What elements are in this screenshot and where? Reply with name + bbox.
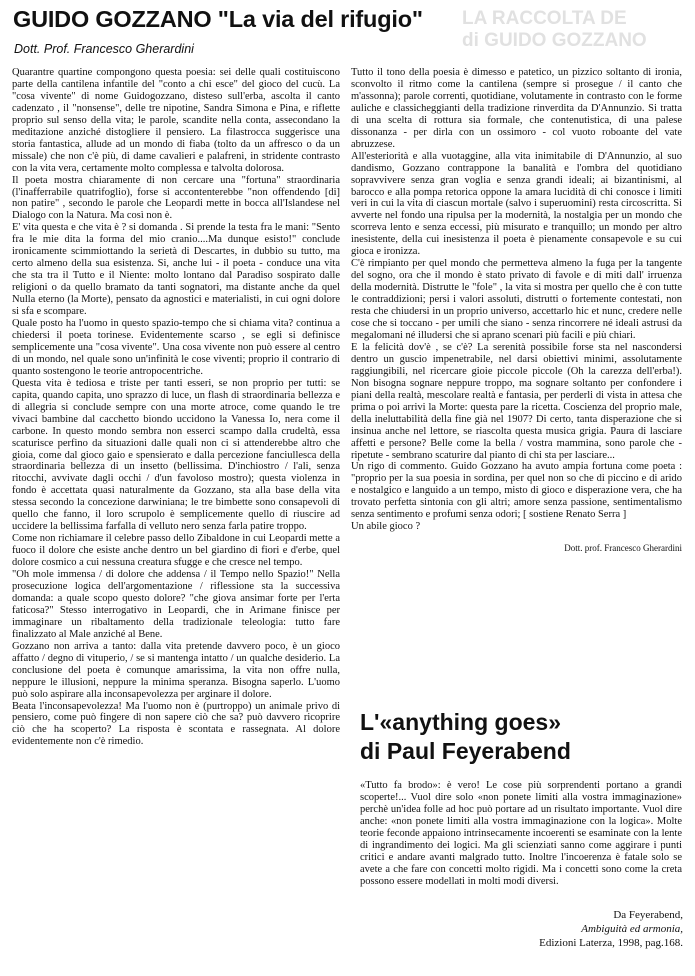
ghost-line-2: di GUIDO GOZZANO	[462, 30, 647, 51]
paragraph: All'esteriorità e alla vuotaggine, alla vita inimitabile di D'Annunzio, al suo dandismo, Gozzano contrappone la banalità e l'ombra del quotidiano sopravvivere senza gran voglia e senza grandi ideali; ai bizantinismi, al barocco e alla pompa retorica oppone la amara lucidità di chi conosce i limiti veri in cui la vita di ciascun mortale (salvo i superuomini) resta circoscritta. Si avverte nel fondo una ripulsa per la modernità, la nostalgia per un mondo che scorreva lento e senza eccessi, più misurato e tranquillo; un mondo per altro inesistente, della cui inesistenza il poeta è pienamente consapevole e su cui gioca e ironizza.	[351, 150, 682, 258]
article-title: GUIDO GOZZANO "La via del rifugio"	[13, 6, 423, 32]
background-header-ghost	[462, 8, 694, 52]
source-line-2: Ambiguità ed armonia,	[581, 923, 683, 935]
paragraph: E' vita questa e che vita è ? si domanda . Si prende la testa fra le mani: "Sento fra le mie dita la forma del mio cranio....Ma dunque esisto!" conclude ironicamente scimmiottando la serietà di Descartes, in dubbio su tutto, ma certo almeno della sua esistenza. Si, anche lui - il poeta - conduce una vita che sta tra il Tutto e il Niente: molto lontano dal Paradiso sospirato dalle religioni o da quello bramato da tanti sognatori, ma distante anche da quel Nulla eterno (la Morte), pensato da agnostici e materialisti, in cui ogni dolore si sfa e scompare.	[12, 222, 340, 318]
feyerabend-body: «Tutto fa brodo»: è vero! Le cose più sorprendenti portano a grandi scoperte!... Vuol dire solo «non ponete limiti alla vostra immaginazione» perchè un'idea folle ad hoc può portare ad un risultato importante. Vuol dire anche: «non ponete limiti alla vostra immaginazione con la logica». Molte teorie feconde appaiono intrinsecamente incoerenti se esaminate con la lente di ingrandimento dei logici. Ma gli scienziati sanno come aggirare i punti critici e andare avanti malgrado tutto. Inoltre l'incoerenza è fatale solo se avete a che fare con concetti molto rigidi. Ma i concetti sono come la creta possono essere modellati in molti modi diversi.	[360, 780, 682, 887]
feyerabend-title-line-1: L'«anything goes»	[360, 709, 562, 735]
paragraph: Come non richiamare il celebre passo dello Zibaldone in cui Leopardi mette a fuoco il dolore che esiste anche dentro un bel giardino di fiori e d'erbe, quel dolore cosmico a cui nessuna creatura sfugge e che cresce nel tempo.	[12, 533, 340, 569]
paragraph: Quale posto ha l'uomo in questo spazio-tempo che si chiama vita? continua a chiedersi il poeta torinese. Evidentemente scarso , se egli si definisce semplicemente una "cosa vivente". Una cosa vivente non può essere al centro di un mondo, nel quale sono un'infinità le cose viventi; proprio il contrario di quanto sostengono le teorie antropocentriche.	[12, 318, 340, 377]
paragraph: "Oh mole immensa / di dolore che addensa / il Tempo nello Spazio!" Nella prosecuzione logica dell'argomentazione / riflessione sta la successiva domanda: a quale scopo questo dolore? "che giova ansimar forte per l'erta faticosa?" Stesso interrogativo in Leopardi, che in Arimane finisce per immaginare un ribaltamento della tradizionale teleologia: tutto fare finalizzato al Male anziché al Bene.	[12, 569, 340, 640]
feyerabend-title-line-2: di Paul Feyerabend	[360, 738, 571, 764]
feyerabend-title	[360, 708, 571, 766]
source-line-1: Da Feyerabend,	[613, 909, 683, 921]
paragraph: Gozzano non arriva a tanto: dalla vita pretende davvero poco, è un gioco affatto / degno di vituperio, / se si mantenga intatto / un qualche desiderio. La conclusione del poeta è comunque amarissima, la vita non offre nulla, neppure le illusioni, neppure la minima speranza. Bisogna saperlo. L'uomo può solo aspirare alla inconsapevolezza per arginare il dolore.	[12, 640, 340, 700]
paragraph: Quarantre quartine compongono questa poesia: sei delle quali costituiscono parte della cantilena infantile del "conto a chi esce" del gioco del cucù. La "cosa vivente" di nome Guidogozzano, disteso sull'erba, ascolta il canto cadenzato , il "nonsense", delle tre nipotine, Sandra Simona e Pina, e riflette proprio sul senso della vita; le parole, scandite nella conta, assecondano la meditazione anziché distogliere il pensiero. La filastrocca suggerisce una storia fantastica, allude ad un mondo di fiaba (tolto da un affresco o da un missale) che non c'è più, di dame cavalieri e palafreni, in stridente contrasto con la vita vera, certamente molto complessa e talvolta dolorosa.	[12, 67, 340, 174]
paragraph: Un rigo di commento. Guido Gozzano ha avuto ampia fortuna come poeta : "proprio per la sua poesia in sordina, per quel non so che di piccino e di arido e nostalgico e languido a un tempo, misto di gioco e disperazione vera, che ha trovato perfetta sintonia con gli altri; amore senza passione, sentimentalismo senza sentimento e profumi senza odori; [ sostiene Renato Serra ]	[351, 461, 682, 521]
paragraph: Beata l'inconsapevolezza! Ma l'uomo non è (purtroppo) un animale privo di pensiero, come può fingere di non sapere ciò che sa? può davvero ricoprire ciò che ha scoperto? La risposta è scontata e rassegnata. Al dolore evidentemente non c'è rimedio.	[12, 700, 340, 748]
article-author: Dott. Prof. Francesco Gherardini	[14, 42, 194, 56]
paragraph: C'è rimpianto per quel mondo che permetteva almeno la fuga per la tangente del sogno, ora che il mondo è stato privato di favole e di miti dall' irruenza della modernità. Distrutte le "fole" , la vita si mostra per quello che è con tutte le contraddizioni; persi i valori assoluti, distrutti o fortemente contestati, non resta che chiudersi in un proprio universo, accettarlo hic et nunc, credere nelle cose che si toccano - per umili che siano - senza rincorrere né ideali astrusi da megalomani né illudersi che si aprano scenari più facili e più chiari.	[351, 258, 682, 341]
right-column	[351, 67, 682, 555]
paragraph: Tutto il tono della poesia è dimesso e patetico, un pizzico soltanto di ironia, sconvolto il ritmo come la cantilena (sempre si prosegue / il canto che m'assonna); parole correnti, quotidiane, volutamente in contrasto con le forme auliche e classicheggianti della tradizione rinverdita da D'Annunzio. Si tratta di una scelta di rottura sia formale, che contenutistica, di una palese dissonanza - per dirla con un ossimoro - col vuoto roboante del vate abruzzese.	[351, 67, 682, 150]
author-signature: Dott. prof. Francesco Gherardini	[564, 543, 682, 554]
feyerabend-source	[539, 908, 683, 950]
paragraph: Il poeta mostra chiaramente di non cercare una "fortuna" straordinaria (l'inafferrabile quatrifoglio), forse si accontenterebbe "non offendendo [di] non patire" , secondo le parole che Leopardi mette in bocca all'Islandese nel Dialogo con la Natura. Ma così non è.	[12, 174, 340, 222]
paragraph: Un abile gioco ?	[351, 521, 421, 533]
left-column	[12, 67, 340, 748]
paragraph: E la felicità dov'è , se c'è? La serenità possibile forse sta nel nascondersi dentro un guscio impenetrabile, nel darsi obiettivi minimi, assolutamente raggiungibili, nel ricercare gioie piccole piccole (Oh la carezza dell'erba!). Non bisogna sognare neppure troppo, ma sognare soltanto per confondere i piani della realtà, mescolare realtà e fantasia, per perderli di vista in attesa che prima o poi arrivi la Morte: questa pare la ricetta. Coscienza del proprio male, della ineluttabilità della fine già nel 1907? Di certo, tanta disperazione che si insinua anche nel lettore, se riascolta questa musica grigia. Paura di lasciare affetti e persone? Belle come la bella / vostra mammina, sono parole che - ripetute - sembrano scaturire dal pianto di chi sta per lasciare...	[351, 341, 682, 461]
source-line-3: Edizioni Laterza, 1998, pag.168.	[539, 937, 683, 949]
ghost-line-1: LA RACCOLTA DE	[462, 8, 627, 29]
paragraph: Questa vita è tediosa e triste per tanti esseri, se non proprio per tutti: se capita, quando capita, uno sprazzo di luce, un flash di straordinaria bellezza e di allegria si conclude sempre con una morte atroce, come quando le tre vivaci bambine dal cacchetto biondo uccidono la Vanessa Io, nera come il carbone. In questo mondo sembra non esserci scampo dalla crudeltà, essa scaturisce perfino da situazioni dalle quali non ci si attenderebbe altro che gioia, come dal gioco gaio e spensierato e dalla percezione fanciullesca della straordinaria bellezza di un insetto (bellissima. D'inchiostro / l'ali, senza ritocchi, avvivate dagli occhi / d'un favoloso mostro); questa violenza in fondo è accettata quasi naturalmente da Gozzano, sta alla base della vita stessa secondo la concezione darwiniana; le tre bimbette sono consapevoli di quello che fanno, il loro scrupolo è semplicemente quello di riuscire ad uccidere la bellissima farfalla di velluto nero senza farla patire troppo.	[12, 377, 340, 533]
feyerabend-quote	[360, 780, 682, 888]
